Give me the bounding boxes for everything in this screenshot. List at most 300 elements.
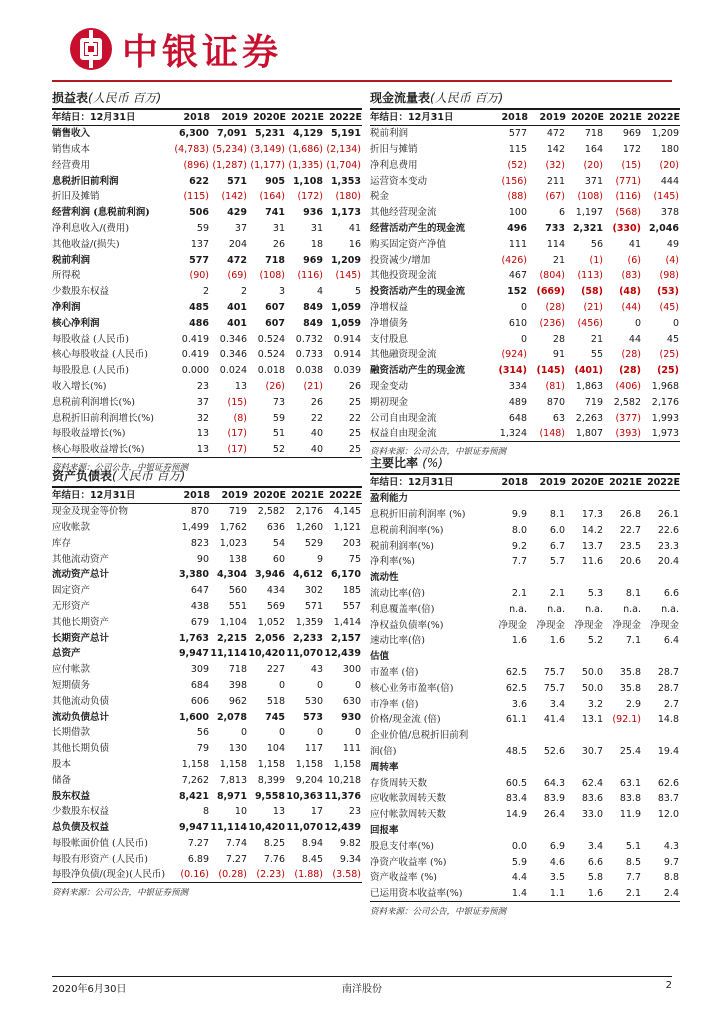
row-label: 所得税 [52, 270, 81, 282]
cell-value: (1) [589, 254, 603, 266]
cell-value: (3.58) [324, 867, 362, 883]
cell-value: 50.0 [581, 666, 603, 678]
cell-value: (330) [612, 222, 641, 234]
cell-value: 23.5 [619, 540, 641, 552]
column-header-year: 2021E [286, 488, 324, 504]
cell-value: 14.8 [657, 714, 679, 726]
cell-value: (58) [581, 286, 603, 298]
table-row [370, 570, 680, 586]
cell-value: (5,234) [212, 143, 247, 155]
cell-value: 25 [348, 396, 361, 408]
ratios-rows [370, 491, 680, 902]
cell-value: 630 [342, 695, 361, 707]
cell-value: 11,070 [286, 822, 323, 834]
cell-value: 429 [227, 207, 247, 219]
row-label: 资产收益率 (%) [370, 872, 437, 884]
cell-value: 0.524 [257, 333, 285, 345]
cell-value: 733 [545, 222, 565, 234]
row-label: 每股净负债/(现金)(人民币) [52, 867, 174, 883]
cashflow-unit: (人民币 百万) [430, 91, 504, 105]
cell-value: 398 [228, 679, 247, 691]
cell-value: 4,145 [333, 506, 361, 518]
cell-value [566, 823, 604, 839]
table-row [370, 157, 680, 173]
row-label: 净权益负债率(%) [370, 619, 444, 631]
cell-value: 1,353 [330, 175, 361, 187]
cell-value: 净现金 [574, 619, 603, 631]
income-unit: (人民币 百万) [88, 91, 162, 105]
cell-value: 1,763 [178, 632, 209, 644]
cell-value: 3.6 [511, 698, 527, 710]
cell-value: 569 [266, 600, 285, 612]
row-label: 息税折旧前利润率 (%) [370, 508, 466, 520]
cell-value [492, 823, 528, 839]
cell-value: 9 [316, 553, 323, 565]
cell-value: 45 [666, 333, 679, 345]
cell-value: 719 [228, 506, 247, 518]
table-row [370, 870, 680, 886]
row-label: 公司自由现金流 [370, 412, 437, 424]
row-label: 销售成本 [52, 143, 91, 155]
table-row [370, 791, 680, 807]
column-header-year: 2022E [324, 488, 362, 504]
cell-value: 25 [348, 428, 361, 440]
row-label: 净增权益 [370, 301, 409, 313]
table-row [52, 772, 362, 788]
row-label: 息税前利润率(%) [370, 524, 444, 536]
column-header-year: 2018 [492, 475, 528, 491]
cell-value: 64.3 [543, 777, 565, 789]
table-row [370, 807, 680, 823]
cell-value: 2,582 [613, 396, 641, 408]
cell-value: 4,304 [216, 569, 247, 581]
cell-value: (116) [615, 191, 641, 203]
cell-value: 486 [189, 317, 209, 329]
section-title [370, 453, 680, 475]
table-row [370, 538, 680, 554]
balance-rows [52, 504, 362, 883]
cell-value: 1,359 [295, 616, 323, 628]
row-label: 折旧与摊销 [370, 143, 418, 155]
section-title [52, 88, 362, 110]
cell-value: 571 [304, 600, 323, 612]
cell-value: 1,121 [333, 521, 361, 533]
cell-value: 1,968 [651, 380, 679, 392]
table-row [370, 236, 680, 252]
cell-value: (1,287) [212, 159, 247, 171]
cell-value: 10,363 [286, 790, 323, 802]
cell-value: 2,582 [257, 506, 285, 518]
cell-value: 0 [672, 317, 679, 329]
cell-value: 444 [660, 175, 679, 187]
cell-value: 0 [354, 727, 361, 739]
table-row [52, 157, 362, 173]
cell-value: 60 [272, 553, 285, 565]
cell-value: 16 [348, 238, 361, 250]
cell-value: (17) [210, 442, 248, 458]
cell-value: 6,300 [178, 128, 209, 140]
row-label: 无形资产 [52, 600, 91, 612]
row-label: 支付股息 [370, 333, 409, 345]
column-header-year: 2020E [566, 475, 604, 491]
cell-value: (771) [615, 175, 641, 187]
table-row [52, 268, 362, 284]
cell-value: 870 [546, 396, 565, 408]
cell-value: 1.6 [566, 886, 604, 902]
table-row [370, 300, 680, 316]
cell-value: 0 [278, 679, 285, 691]
cell-value [566, 649, 604, 665]
cell-value: (314) [498, 365, 527, 377]
row-label: 周转率 [370, 761, 399, 773]
cell-value: 227 [266, 664, 285, 676]
cell-value: 969 [622, 128, 641, 140]
cell-value: (669) [536, 286, 565, 298]
table-row [370, 522, 680, 538]
cell-value: 26 [310, 396, 323, 408]
row-label: 净增债务 [370, 317, 409, 329]
row-label: 每股帐面价值 (人民币) [52, 837, 148, 849]
balance-table [52, 488, 362, 883]
cell-value: 23 [348, 806, 361, 818]
cell-value: (1.88) [286, 867, 324, 883]
cell-value: 12,439 [324, 822, 361, 834]
cell-value: (15) [227, 396, 247, 408]
table-row [370, 284, 680, 300]
table-row [52, 520, 362, 536]
cell-value: 75.7 [543, 666, 565, 678]
cell-value: 净现金 [650, 619, 679, 631]
cell-value: 75.7 [543, 682, 565, 694]
column-header-label: 年结日：12月31日 [52, 488, 174, 504]
cell-value: 13.7 [581, 540, 603, 552]
row-label: 股东权益 [52, 790, 91, 802]
cell-value: 8 [202, 806, 209, 818]
cell-value: n.a. [623, 603, 641, 615]
row-label: 核心每股收益 (人民币) [52, 349, 148, 361]
cell-value [528, 649, 566, 665]
cell-value: 930 [341, 711, 361, 723]
cell-value: 648 [508, 412, 527, 424]
cell-value: 3.4 [549, 698, 565, 710]
cell-value: (1,177) [250, 159, 285, 171]
row-label: 总资产 [52, 648, 81, 660]
cell-value: 21 [590, 333, 603, 345]
cell-value: (156) [501, 175, 527, 187]
cell-value: 62.4 [581, 777, 603, 789]
column-header-year: 2019 [210, 488, 248, 504]
cashflow-table [370, 110, 680, 442]
cell-value: 496 [507, 222, 527, 234]
table-row [370, 649, 680, 665]
cell-value: 0 [316, 727, 323, 739]
cell-value: 1,059 [330, 301, 361, 313]
cell-value: (98) [659, 270, 679, 282]
cell-value: 1,324 [492, 426, 528, 442]
cell-value: (32) [545, 159, 565, 171]
cell-value: 557 [342, 600, 361, 612]
cell-value: 0.419 [181, 349, 209, 361]
cell-value: 104 [266, 743, 285, 755]
cell-value: 969 [303, 254, 323, 266]
cell-value: 25 [324, 442, 362, 458]
cell-value: 79 [196, 743, 209, 755]
table-row [370, 426, 680, 442]
cell-value: 净现金 [536, 619, 565, 631]
cell-value: 净现金 [612, 619, 641, 631]
cell-value: 203 [342, 537, 361, 549]
cell-value: (3,149) [250, 143, 285, 155]
cell-value: 0.0 [511, 840, 527, 852]
cell-value [566, 728, 604, 744]
cell-value: 5.3 [587, 587, 603, 599]
cell-value: 467 [508, 270, 527, 282]
table-row [52, 599, 362, 615]
cell-value [492, 570, 528, 586]
cell-value: 23.3 [657, 540, 679, 552]
row-label: 净利率(%) [370, 556, 415, 568]
column-header-year: 2019 [528, 475, 566, 491]
table-header-row [52, 488, 362, 504]
row-label: 市盈率 (倍) [370, 666, 419, 678]
cell-value: 334 [508, 380, 527, 392]
cell-value: 13 [196, 428, 209, 440]
cell-value: 9.2 [511, 540, 527, 552]
income-title: 损益表 [52, 91, 89, 105]
cell-value [604, 759, 642, 775]
cell-value: 2,176 [295, 506, 323, 518]
cell-value: 9,947 [178, 648, 209, 660]
cell-value: 6,170 [330, 569, 361, 581]
cell-value: 83.4 [505, 793, 527, 805]
table-row [370, 252, 680, 268]
row-label: 已运用资本收益率(%) [370, 886, 492, 902]
table-row [52, 205, 362, 221]
cell-value: 19.4 [657, 745, 679, 757]
cell-value: 5.1 [625, 840, 641, 852]
column-header-year: 2022E [324, 110, 362, 126]
table-row [370, 744, 680, 760]
cell-value: 849 [303, 301, 323, 313]
cell-value [492, 491, 528, 507]
cell-value: 13.1 [581, 714, 603, 726]
cell-value: 1,209 [651, 128, 679, 140]
cell-value: 8.0 [511, 524, 527, 536]
table-row [370, 142, 680, 158]
balance-sheet-section [52, 466, 362, 897]
table-row [52, 662, 362, 678]
source-note: 资料来源：公司公告，中银证券预测 [52, 888, 189, 899]
cell-value [642, 491, 680, 507]
table-row [52, 300, 362, 316]
cell-value: 1,414 [333, 616, 361, 628]
row-label: 购买固定资产净值 [370, 238, 447, 250]
cell-value: 622 [189, 175, 209, 187]
row-label: 利息覆盖率(倍) [370, 603, 435, 615]
cell-value: 6.6 [587, 856, 603, 868]
cell-value: 14.9 [505, 809, 527, 821]
row-label: 投资减少/增加 [370, 254, 431, 266]
row-label: 应付帐款周转天数 [370, 809, 447, 821]
cell-value: 83.7 [657, 793, 679, 805]
cell-value: (28) [545, 301, 565, 313]
row-label: 息税折旧前利润增长(%) [52, 412, 154, 424]
table-row [52, 189, 362, 205]
ratios-title: 主要比率 [370, 456, 419, 470]
cell-value: 7.1 [625, 635, 641, 647]
table-row [370, 823, 680, 839]
cell-value: 73 [272, 396, 285, 408]
cell-value: 37 [196, 396, 209, 408]
cell-value: 62.5 [505, 682, 527, 694]
row-label: 净利息费用 [370, 159, 418, 171]
table-row [52, 236, 362, 252]
cell-value: 61.1 [505, 714, 527, 726]
cell-value: (896) [183, 159, 209, 171]
cell-value: 83.8 [619, 793, 641, 805]
cell-value: 41 [628, 238, 641, 250]
row-label: 流动负债总计 [52, 711, 110, 723]
cell-value: 7.74 [225, 837, 247, 849]
cashflow-rows [370, 126, 680, 442]
table-row [52, 535, 362, 551]
column-header-year: 2018 [492, 110, 528, 126]
page-number: 2 [665, 980, 672, 991]
cell-value: 18 [310, 238, 323, 250]
cell-value: 0.000 [181, 365, 209, 377]
cell-value: 115 [508, 143, 527, 155]
cell-value: 6.9 [549, 840, 565, 852]
cell-value: 11,114 [210, 822, 247, 834]
cell-value: 185 [342, 585, 361, 597]
cell-value: 5 [354, 286, 361, 298]
cell-value: 679 [190, 616, 209, 628]
row-label: 销售收入 [52, 128, 91, 140]
cell-value: 1,104 [219, 616, 247, 628]
footer-divider [52, 976, 672, 977]
table-row [52, 221, 362, 237]
row-label: 长期借款 [52, 727, 91, 739]
cell-value: 37 [234, 222, 247, 234]
cell-value: 0 [316, 679, 323, 691]
cell-value: 741 [265, 207, 285, 219]
brand-name: 中银证券 [122, 30, 283, 73]
income-table [52, 110, 362, 458]
income-statement-section [52, 88, 362, 472]
cell-value: 2,263 [575, 412, 603, 424]
table-row [370, 189, 680, 205]
cell-value: 647 [190, 585, 209, 597]
cell-value: 172 [622, 143, 641, 155]
table-row [52, 126, 362, 142]
cell-value: (8) [233, 412, 247, 424]
table-header-row [52, 110, 362, 126]
row-label: 税前利润 [52, 254, 91, 266]
cell-value: 1.4 [492, 886, 528, 902]
cell-value: 3 [278, 286, 285, 298]
cell-value: 26 [348, 380, 361, 392]
row-label: 核心净利润 [52, 317, 100, 329]
cell-value: 5.7 [549, 556, 565, 568]
cell-value: 211 [546, 175, 565, 187]
cell-value: 41.4 [543, 714, 565, 726]
row-label: 其他流动负债 [52, 695, 110, 707]
cell-value: 438 [190, 600, 209, 612]
cell-value: 22 [310, 412, 323, 424]
table-row [370, 173, 680, 189]
table-row [52, 757, 362, 773]
cell-value: 371 [584, 175, 603, 187]
cell-value: 13 [272, 806, 285, 818]
cell-value: 7.76 [263, 853, 285, 865]
row-label: 固定资产 [52, 585, 91, 597]
cell-value: 0.914 [333, 333, 361, 345]
cell-value: 7.27 [187, 837, 209, 849]
cell-value: 8.1 [549, 508, 565, 520]
cell-value: 0 [240, 727, 247, 739]
cell-value: 0.524 [257, 349, 285, 361]
cell-value: (426) [501, 254, 527, 266]
cell-value: 0 [520, 301, 527, 313]
table-row [370, 775, 680, 791]
cell-value: 44 [628, 333, 641, 345]
cell-value: (2.23) [248, 867, 286, 883]
cell-value: 22.7 [619, 524, 641, 536]
row-label: 核心业务市盈率(倍) [370, 682, 454, 694]
cell-value: 31 [310, 222, 323, 234]
cell-value: 6 [558, 207, 565, 219]
cell-value: 56 [590, 238, 603, 250]
cell-value [642, 649, 680, 665]
cell-value: 净现金 [498, 619, 527, 631]
cell-value: (45) [659, 301, 679, 313]
cell-value: (52) [507, 159, 527, 171]
cell-value: (26) [265, 380, 285, 392]
cell-value: 1,762 [219, 521, 247, 533]
row-label: 短期债务 [52, 679, 91, 691]
table-row [52, 820, 362, 836]
column-header-year: 2022E [642, 110, 680, 126]
cell-value: 1.6 [549, 635, 565, 647]
table-row [370, 347, 680, 363]
table-row [52, 315, 362, 331]
cell-value: 472 [546, 128, 565, 140]
cell-value: 13 [234, 380, 247, 392]
cell-value: 1,499 [181, 521, 209, 533]
source-note: 资料来源：公司公告，中银证券预测 [370, 907, 507, 918]
table-row [370, 315, 680, 331]
column-header-year: 2021E [286, 110, 324, 126]
cell-value: 0.733 [295, 349, 323, 361]
table-row [370, 379, 680, 395]
table-row [52, 567, 362, 583]
table-row [370, 665, 680, 681]
row-label: 其他投资现金流 [370, 270, 437, 282]
cell-value: n.a. [661, 603, 679, 615]
column-header-year: 2021E [604, 110, 642, 126]
table-row [52, 678, 362, 694]
cell-value: 60.5 [505, 777, 527, 789]
cell-value: 5,191 [330, 128, 361, 140]
source-note: 资料来源：公司公告，中银证券预测 [370, 447, 507, 458]
cell-value: 7.27 [225, 853, 247, 865]
column-header-year: 2020E [248, 488, 286, 504]
cell-value: 14.2 [581, 524, 603, 536]
row-label: 速动比率(倍) [370, 635, 425, 647]
cell-value: 26.1 [657, 508, 679, 520]
cell-value: 30.7 [581, 745, 603, 757]
cell-value: 35.8 [619, 666, 641, 678]
